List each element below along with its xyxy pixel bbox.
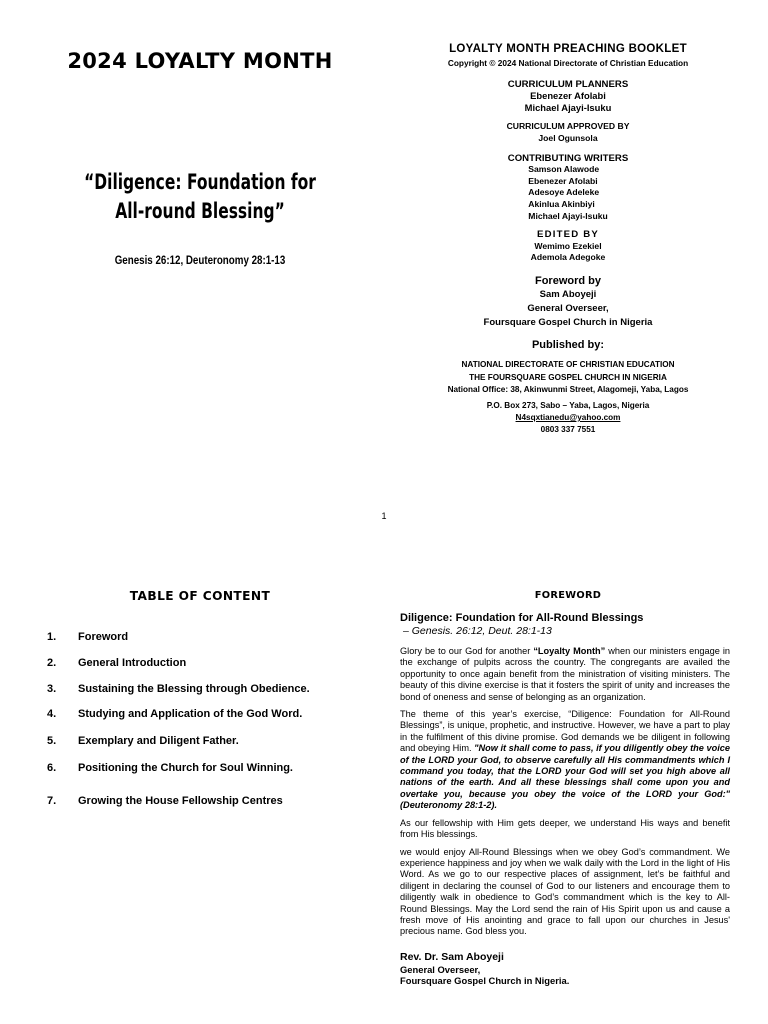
- curriculum-planner: Michael Ajayi-Isuku: [524, 101, 612, 113]
- email-link[interactable]: N4sqxtianedu@yahoo.com: [515, 413, 621, 423]
- toc-item-label: Sustaining the Blessing through Obedience.: [78, 683, 310, 695]
- writer-name: Michael Ajayi-Isuku: [528, 210, 608, 221]
- toc-item-number: 4.: [47, 708, 57, 720]
- toc-item-label: Positioning the Church for Soul Winning.: [78, 762, 293, 774]
- publisher-line: THE FOURSQUARE GOSPEL CHURCH IN NIGERIA: [469, 372, 667, 382]
- approved-by-name: Joel Ogunsola: [538, 132, 598, 143]
- signature-block: [400, 951, 730, 987]
- toc-item-number: 7.: [47, 795, 57, 807]
- loyalty-month-emphasis: “Loyalty Month”: [533, 646, 606, 656]
- publisher-line: NATIONAL DIRECTORATE OF CHRISTIAN EDUCATION: [461, 360, 675, 370]
- po-box: P.O. Box 273, Sabo – Yaba, Lagos, Nigeria: [486, 400, 650, 410]
- toc-item-number: 5.: [47, 735, 57, 747]
- foreword-author: Sam Aboyeji: [539, 288, 597, 300]
- editor-name: Wemimo Ezekiel: [534, 240, 602, 251]
- signature-name: Rev. Dr. Sam Aboyeji: [400, 950, 504, 963]
- paragraph-text: Glory be to our God for another: [400, 646, 534, 656]
- toc-title: TABLE OF CONTENT: [129, 589, 271, 603]
- foreword-by-label: Foreword by: [534, 274, 601, 287]
- toc-item-number: 6.: [47, 762, 57, 774]
- signature-organization: Foursquare Gospel Church in Nigeria.: [400, 975, 570, 987]
- publisher-address: National Office: 38, Akinwunmi Street, Alagomeji, Yaba, Lagos: [447, 384, 689, 394]
- foreword-author-title: General Overseer,: [527, 302, 609, 314]
- toc-item-label: General Introduction: [78, 657, 187, 669]
- paragraph-text: The theme of this year’s exercise, “Diligence: Foundation for All-Round Blessings”, is unique, prophetic, and instructive. However, we have a part to play in the fulfilment of this divine promise. God demands we be diligent in following and obeying Him.: [400, 709, 730, 754]
- toc-item[interactable]: [47, 631, 128, 643]
- page-number: 1: [381, 511, 387, 521]
- toc-item-number: 3.: [47, 683, 57, 695]
- toc-item-label: Foreword: [78, 631, 129, 643]
- theme-title-line-2: All-round Blessing”: [115, 199, 285, 223]
- writer-name: Samson Alawode: [528, 164, 600, 175]
- published-by-label: Published by:: [531, 338, 605, 351]
- writer-name: Ebenezer Afolabi: [528, 175, 598, 186]
- toc-item[interactable]: [47, 657, 186, 669]
- toc-item-number: 1.: [47, 631, 57, 643]
- foreword-paragraph: As our fellowship with Him gets deeper, we understand His ways and benefit from His blessings.: [400, 817, 730, 840]
- cover-title: 2024 LOYALTY MONTH: [67, 49, 333, 73]
- signature-title: General Overseer,: [400, 963, 481, 975]
- toc-item-number: 2.: [47, 657, 57, 669]
- scripture-reference: Genesis 26:12, Deuteronomy 28:1-13: [114, 255, 286, 267]
- contributing-writers-list: [528, 164, 607, 222]
- scripture-quote: "Now it shall come to pass, if you diligently obey the voice of the LORD your God, to observe carefully all His commandments which I command you today, that the LORD your God will set you high above all nations of the earth. And all these blessings shall come upon you and overtake you, because you obey the voice of the LORD your God:" (Deuteronomy 28:1-2).: [400, 743, 730, 811]
- foreword-scripture-ref: – Genesis. 26:12, Deut. 28:1-13: [403, 625, 552, 637]
- copyright-notice: Copyright © 2024 National Directorate of Christian Education: [447, 58, 689, 68]
- edited-by-label: EDITED BY: [537, 229, 599, 241]
- toc-item[interactable]: [47, 795, 283, 807]
- theme-title: [36, 168, 364, 226]
- toc-item-label: Growing the House Fellowship Centres: [78, 795, 283, 807]
- toc-item-label: Exemplary and Diligent Father.: [78, 735, 239, 747]
- foreword-author-org: Foursquare Gospel Church in Nigeria: [483, 317, 653, 329]
- booklet-title: LOYALTY MONTH PREACHING BOOKLET: [449, 43, 687, 55]
- phone-number: 0803 337 7551: [540, 425, 596, 435]
- writer-name: Akinlua Akinbiyi: [528, 198, 595, 209]
- paragraph-text: when our ministers engage in the exchange of pulpits across the country. The congregants are availed the opportunity to once again benefit from the ministration of visiting ministers. The beauty of this divine exercise is that it fosters the spirit of unity and increases the bond of oneness and sense of belonging as an organization.: [400, 646, 730, 702]
- editor-name: Ademola Adegoke: [530, 252, 606, 263]
- toc-item[interactable]: [47, 762, 293, 774]
- toc-item-label: Studying and Application of the God Word.: [78, 708, 303, 720]
- contributing-writers-label: CONTRIBUTING WRITERS: [507, 152, 629, 164]
- toc-item[interactable]: [47, 683, 310, 695]
- curriculum-planners-label: CURRICULUM PLANNERS: [507, 78, 629, 90]
- foreword-body: [400, 612, 730, 987]
- credits-panel: [398, 42, 738, 437]
- foreword-heading: Diligence: Foundation for All-Round Blessings: [400, 612, 644, 624]
- writer-name: Adesoye Adeleke: [528, 187, 600, 198]
- foreword-paragraph: [400, 709, 730, 812]
- curriculum-planner: Ebenezer Afolabi: [530, 90, 606, 102]
- foreword-label: FOREWORD: [534, 590, 602, 601]
- foreword-paragraph: [400, 646, 730, 703]
- theme-title-line-1: “Diligence: Foundation for: [84, 170, 316, 194]
- toc-item[interactable]: [47, 708, 302, 720]
- foreword-paragraph: we would enjoy All-Round Blessings when we obey God’s commandment. We experience happiness and joy when we walk daily with the Lord in the light of His Word. As we go to our respective places of assignment, let’s be faithful and diligent in declaring the counsel of God to our listeners and encourage them to diligently walk in obedience to God’s commandment which is the key to All-Round Blessings. May the Lord send the rain of His Spirit upon us and cause a fresh move of His anointing and grace to fall upon our churches in Jesus' precious name. God bless you.: [400, 846, 730, 937]
- toc-item[interactable]: [47, 735, 239, 747]
- approved-by-label: CURRICULUM APPROVED BY: [506, 121, 630, 132]
